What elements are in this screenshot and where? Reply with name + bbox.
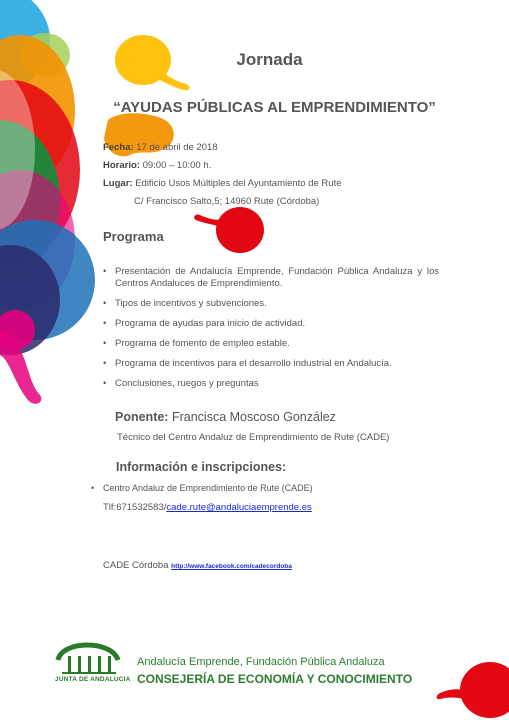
address-line: C/ Francisco Salto,5; 14960 Rute (Córdoba) (134, 196, 320, 207)
facebook-line (103, 560, 292, 571)
list-item: • Presentación de Andalucía Emprende, Fundación Pública Andaluza y los Centros Andaluces de Emprendimiento. (103, 266, 439, 290)
date-value: 17 de abril de 2018 (136, 142, 218, 153)
speaker-description: Técnico del Centro Andaluz de Emprendimiento de Rute (CADE) (117, 432, 390, 443)
cade-list-item (91, 483, 313, 493)
org-name-line2: CONSEJERÍA DE ECONOMÍA Y CONOCIMIENTO (137, 672, 413, 686)
org-name-line1: Andalucía Emprende, Fundación Pública Andaluza (137, 656, 385, 668)
facebook-link[interactable]: http://www.facebook.com/cadecordoba (171, 563, 292, 570)
contact-line (103, 502, 312, 513)
email-link[interactable]: cade.rute@andaluciaemprende.es (166, 502, 312, 513)
speaker-label: Ponente: (115, 410, 169, 424)
list-item: • Programa de incentivos para el desarrollo industrial en Andalucía. (103, 358, 439, 370)
place-label: Lugar: (103, 178, 133, 189)
place-line (103, 178, 342, 189)
date-label: Fecha: (103, 142, 134, 153)
time-label: Horario: (103, 160, 140, 171)
list-item: • Conclusiones, ruegos y preguntas (103, 378, 439, 390)
page-title: Jornada (236, 50, 303, 69)
list-item: • Tipos de incentivos y subvenciones. (103, 298, 439, 310)
cade-cordoba-label: CADE Córdoba (103, 560, 169, 571)
corner-red-blob (437, 662, 509, 718)
red-blob (194, 207, 264, 253)
info-heading: Información e inscripciones: (116, 460, 287, 474)
speaker-name: Francisca Moscoso González (171, 410, 336, 424)
place-value: Edificio Usos Múltiples del Ayuntamiento de Rute (135, 178, 342, 189)
list-item: • Programa de fomento de empleo estable. (103, 338, 439, 350)
date-line (103, 142, 218, 153)
list-item: • Programa de ayudas para inicio de actividad. (103, 318, 439, 330)
time-line (103, 160, 211, 171)
cade-name: Centro Andaluz de Emprendimiento de Rute (CADE) (103, 483, 313, 493)
junta-logo-text: JUNTA DE ANDALUCIA (55, 676, 131, 683)
phone-text: Tlf:671532583/ (103, 502, 167, 513)
programa-list (103, 266, 439, 398)
programa-heading: Programa (103, 229, 164, 244)
event-subtitle: “AYUDAS PÚBLICAS AL EMPRENDIMIENTO” (113, 99, 436, 116)
bullet-icon: • (91, 483, 95, 493)
speaker-line (115, 410, 336, 424)
time-value: 09:00 – 10:00 h. (142, 160, 212, 171)
junta-logo-icon (58, 645, 118, 674)
